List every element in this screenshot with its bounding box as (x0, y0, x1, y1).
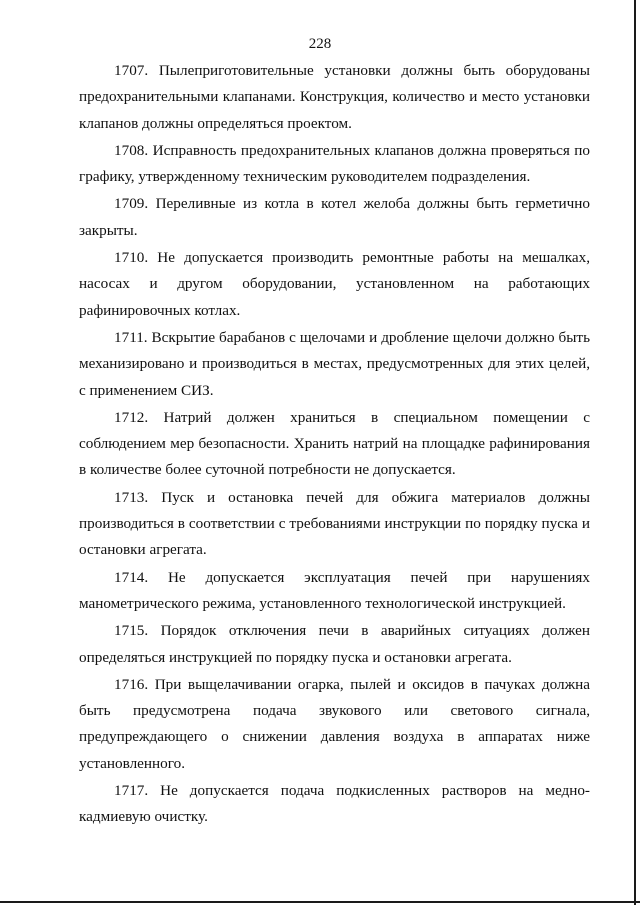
page-number: 228 (308, 36, 332, 52)
paragraph-1717: 1717. Не допускается подача подкисленных растворов на медно-кадмиевую очистку. (79, 782, 590, 826)
paragraph-1708: 1708. Исправность предохранительных клапанов должна проверяться по графику, утвержденному техническим руководителем подразделения. (79, 141, 590, 186)
paragraph-1713: 1713. Пуск и остановка печей для обжига материалов должны производиться в соответствии с требованиями инструкции по порядку пуска и остановки агрегата. (79, 488, 590, 559)
paragraph-1711: 1711. Вскрытие барабанов с щелочами и дробление щелочи должно быть механизировано и производиться в местах, предусмотренных для этих целей, с применением СИЗ. (79, 328, 590, 399)
paragraph-1714: 1714. Не допускается эксплуатация печей при нарушениях манометрического режима, установленного технологической инструкцией. (79, 568, 590, 612)
paragraph-1707: 1707. Пылеприготовительные установки должны быть оборудованы предохранительными клапанами. Конструкция, количество и место установки клапанов должны определяться проектом. (79, 62, 590, 132)
scan-edge-right (634, 0, 636, 905)
paragraph-1709: 1709. Переливные из котла в котел желоба должны быть герметично закрыты. (79, 195, 590, 239)
scan-edge-bottom (0, 901, 640, 903)
paragraph-1712: 1712. Натрий должен храниться в специальном помещении с соблюдением мер безопасности. Хранить натрий на площадке рафинирования в количестве более суточной потребности не допускается. (79, 408, 590, 479)
document-body (79, 58, 590, 832)
paragraph-1715: 1715. Порядок отключения печи в аварийных ситуациях должен определяться инструкцией по порядку пуска и остановки агрегата. (79, 622, 590, 666)
paragraph-1710: 1710. Не допускается производить ремонтные работы на мешалках, насосах и другом оборудовании, установленном на работающих рафинировочных котлах. (79, 249, 590, 319)
paragraph-1716: 1716. При выщелачивании огарка, пылей и оксидов в пачуках должна быть предусмотрена подача звукового или светового сигнала, предупреждающего о снижении давления воздуха в аппаратах ниже установленного. (79, 675, 590, 772)
